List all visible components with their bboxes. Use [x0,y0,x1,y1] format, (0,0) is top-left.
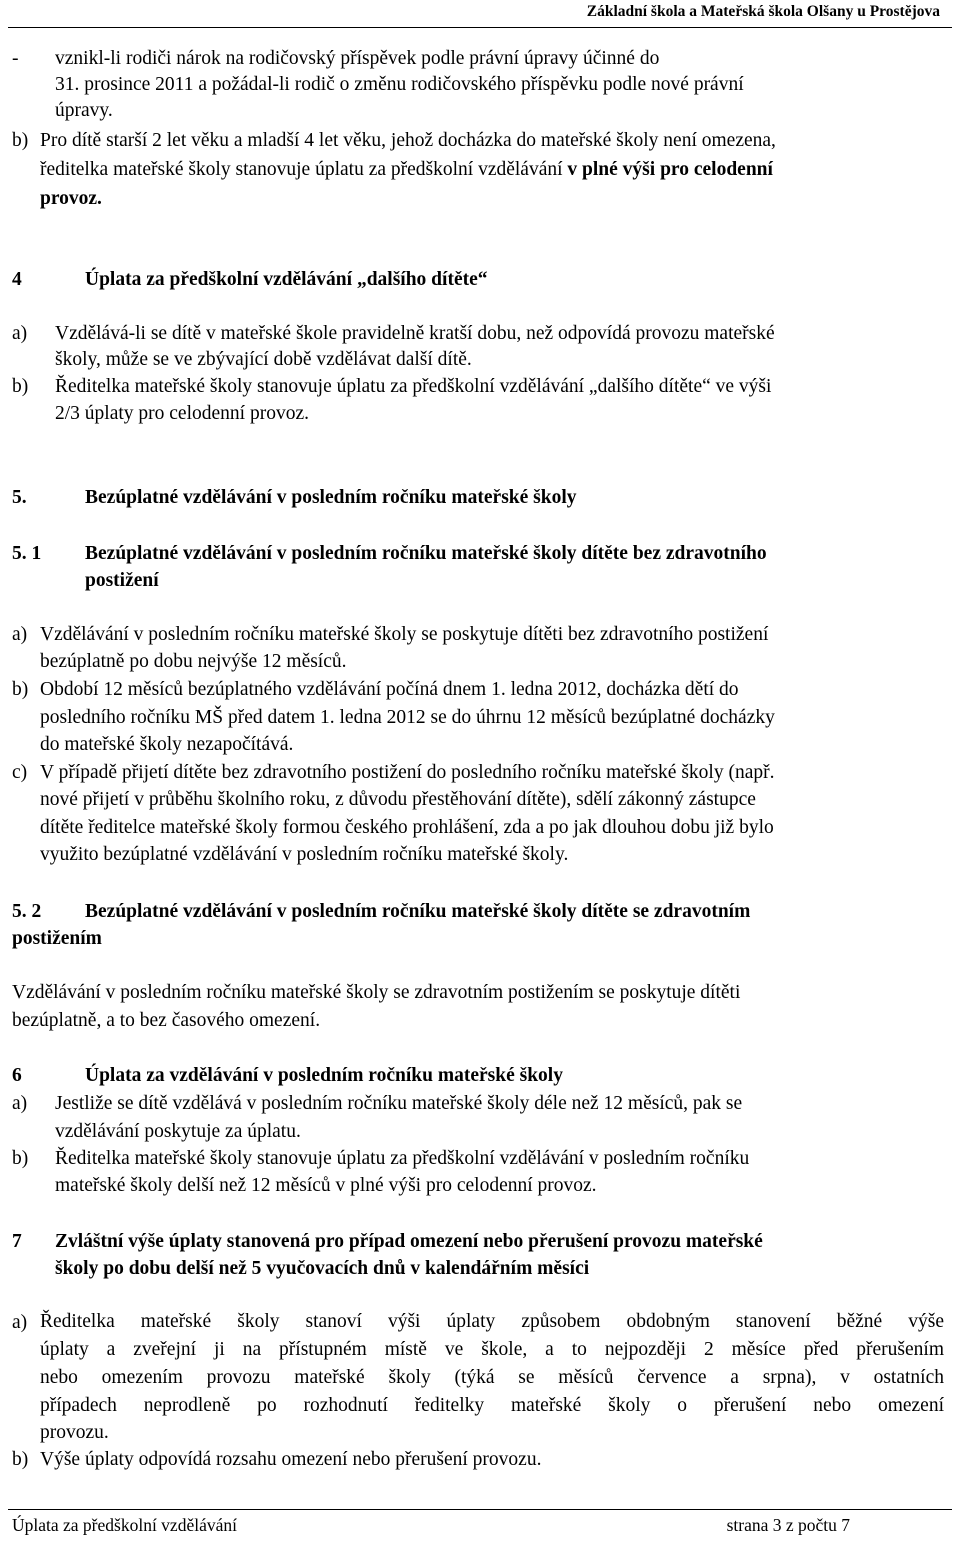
list-marker: b) [12,1148,29,1169]
paragraph-line: provozu. [40,1422,109,1443]
paragraph-line: bezúplatně po dobu nejvýše 12 měsíců. [40,651,347,672]
paragraph-line: nebo omezením provozu mateřské školy (týká se měsíců července a srpna), v ostatních [40,1367,944,1388]
section-heading: Úplata za vzdělávání v posledním ročníku mateřské školy [85,1065,563,1086]
paragraph-line: Pro dítě starší 2 let věku a mladší 4 let věku, jehož docházka do mateřské školy není omezena, [40,130,776,151]
paragraph-line: do mateřské školy nezapočítává. [40,734,294,755]
footer-document-title: Úplata za předškolní vzdělávání [12,1515,237,1535]
list-marker: b) [12,1449,29,1470]
paragraph-line: úplaty a zveřejní ji na přístupném místě ve škole, a to nejpozději 2 měsíce před přerušením [40,1339,944,1360]
paragraph-line: posledního ročníku MŠ před datem 1. ledna 2012 se do úhrnu 12 měsíců bezúplatné docházky [40,707,775,728]
paragraph-line: vznikl-li rodiči nárok na rodičovský příspěvek podle právní úpravy účinné do [55,48,660,69]
list-marker: b) [12,376,29,397]
paragraph-line: dítěte ředitelce mateřské školy formou českého prohlášení, zda a po jak dlouhou dobu již bylo [40,817,774,838]
section-heading: školy po dobu delší než 5 vyučovacích dnů v kalendářním měsíci [55,1258,590,1279]
section-heading: postižením [12,928,102,949]
paragraph-line: mateřské školy delší než 12 měsíců v plné výši pro celodenní provoz. [55,1175,597,1196]
paragraph-line: Ředitelka mateřské školy stanovuje úplatu za předškolní vzdělávání v posledním ročníku [55,1148,750,1169]
paragraph-line: bezúplatně, a to bez časového omezení. [12,1010,321,1031]
paragraph-line: Vzdělává-li se dítě v mateřské škole pravidelně kratší dobu, než odpovídá provozu mateřské [55,323,775,344]
paragraph-line: nové přijetí v průběhu školního roku, z důvodu přestěhování dítěte), sdělí zákonný zástupce [40,789,756,810]
footer-divider [8,1509,952,1510]
paragraph-line: školy, může se ve zbývající době vzdělávat další dítě. [55,349,472,370]
emphasis-text: v plné výši pro celodenní [567,159,773,180]
section-number: 5. 1 [12,543,42,564]
section-heading: Úplata za předškolní vzdělávání „dalšího dítěte“ [85,269,488,290]
paragraph-line: Období 12 měsíců bezúplatného vzdělávání počíná dnem 1. ledna 2012, docházka dětí do [40,679,739,700]
emphasis-text: provoz. [40,188,102,209]
section-heading: postižení [85,570,159,591]
list-marker: c) [12,762,28,783]
list-marker: - [12,48,19,69]
section-number: 5. 2 [12,901,42,922]
paragraph-line: Vzdělávání v posledním ročníku mateřské školy se poskytuje dítěti bez zdravotního postižení [40,624,769,645]
paragraph-line: 2/3 úplaty pro celodenní provoz. [55,403,309,424]
section-heading: Bezúplatné vzdělávání v posledním ročníku mateřské školy dítěte se zdravotním [85,901,751,922]
paragraph-line [40,157,773,183]
paragraph-line: Výše úplaty odpovídá rozsahu omezení nebo přerušení provozu. [40,1449,542,1470]
list-marker: a) [12,1093,28,1114]
paragraph-line: případech neprodleně po rozhodnutí ředitelky mateřské školy o přerušení nebo omezení [40,1395,944,1416]
paragraph-line: V případě přijetí dítěte bez zdravotního postižení do posledního ročníku mateřské školy (např. [40,762,775,783]
paragraph-line: úpravy. [55,100,113,121]
section-number: 4 [12,269,22,290]
page-header-school-name: Základní škola a Mateřská škola Olšany u Prostějova [586,3,940,20]
paragraph-line: Ředitelka mateřské školy stanovuje úplatu za předškolní vzdělávání „dalšího dítěte“ ve výši [55,376,772,397]
paragraph-line: 31. prosince 2011 a požádal-li rodič o změnu rodičovského příspěvku podle nové právní [55,74,744,95]
paragraph-line: Jestliže se dítě vzdělává v posledním ročníku mateřské školy déle než 12 měsíců, pak se [55,1093,743,1114]
list-marker: b) [12,130,29,151]
section-heading: Bezúplatné vzdělávání v posledním ročníku mateřské školy [85,487,577,508]
list-marker: b) [12,679,29,700]
paragraph-text: ředitelka mateřské školy stanovuje úplatu za předškolní vzdělávání [40,159,568,180]
paragraph-line: vzdělávání poskytuje za úplatu. [55,1121,301,1142]
section-number: 5. [12,487,27,508]
section-heading: Zvláštní výše úplaty stanovená pro případ omezení nebo přerušení provozu mateřské [55,1231,763,1252]
section-heading: Bezúplatné vzdělávání v posledním ročníku mateřské školy dítěte bez zdravotního [85,543,767,564]
list-marker: a) [12,323,28,344]
paragraph-line: využito bezúplatné vzdělávání v posledním ročníku mateřské školy. [40,844,569,865]
list-marker: a) [12,1312,28,1333]
footer-page-number: strana 3 z počtu 7 [726,1515,850,1535]
list-marker: a) [12,624,28,645]
paragraph-line: Ředitelka mateřské školy stanoví výši úplaty způsobem obdobným stanovení běžné výše [40,1311,944,1332]
section-number: 6 [12,1065,22,1086]
paragraph-line: Vzdělávání v posledním ročníku mateřské školy se zdravotním postižením se poskytuje dítěti [12,982,741,1003]
section-number: 7 [12,1231,22,1252]
header-divider [8,27,952,28]
